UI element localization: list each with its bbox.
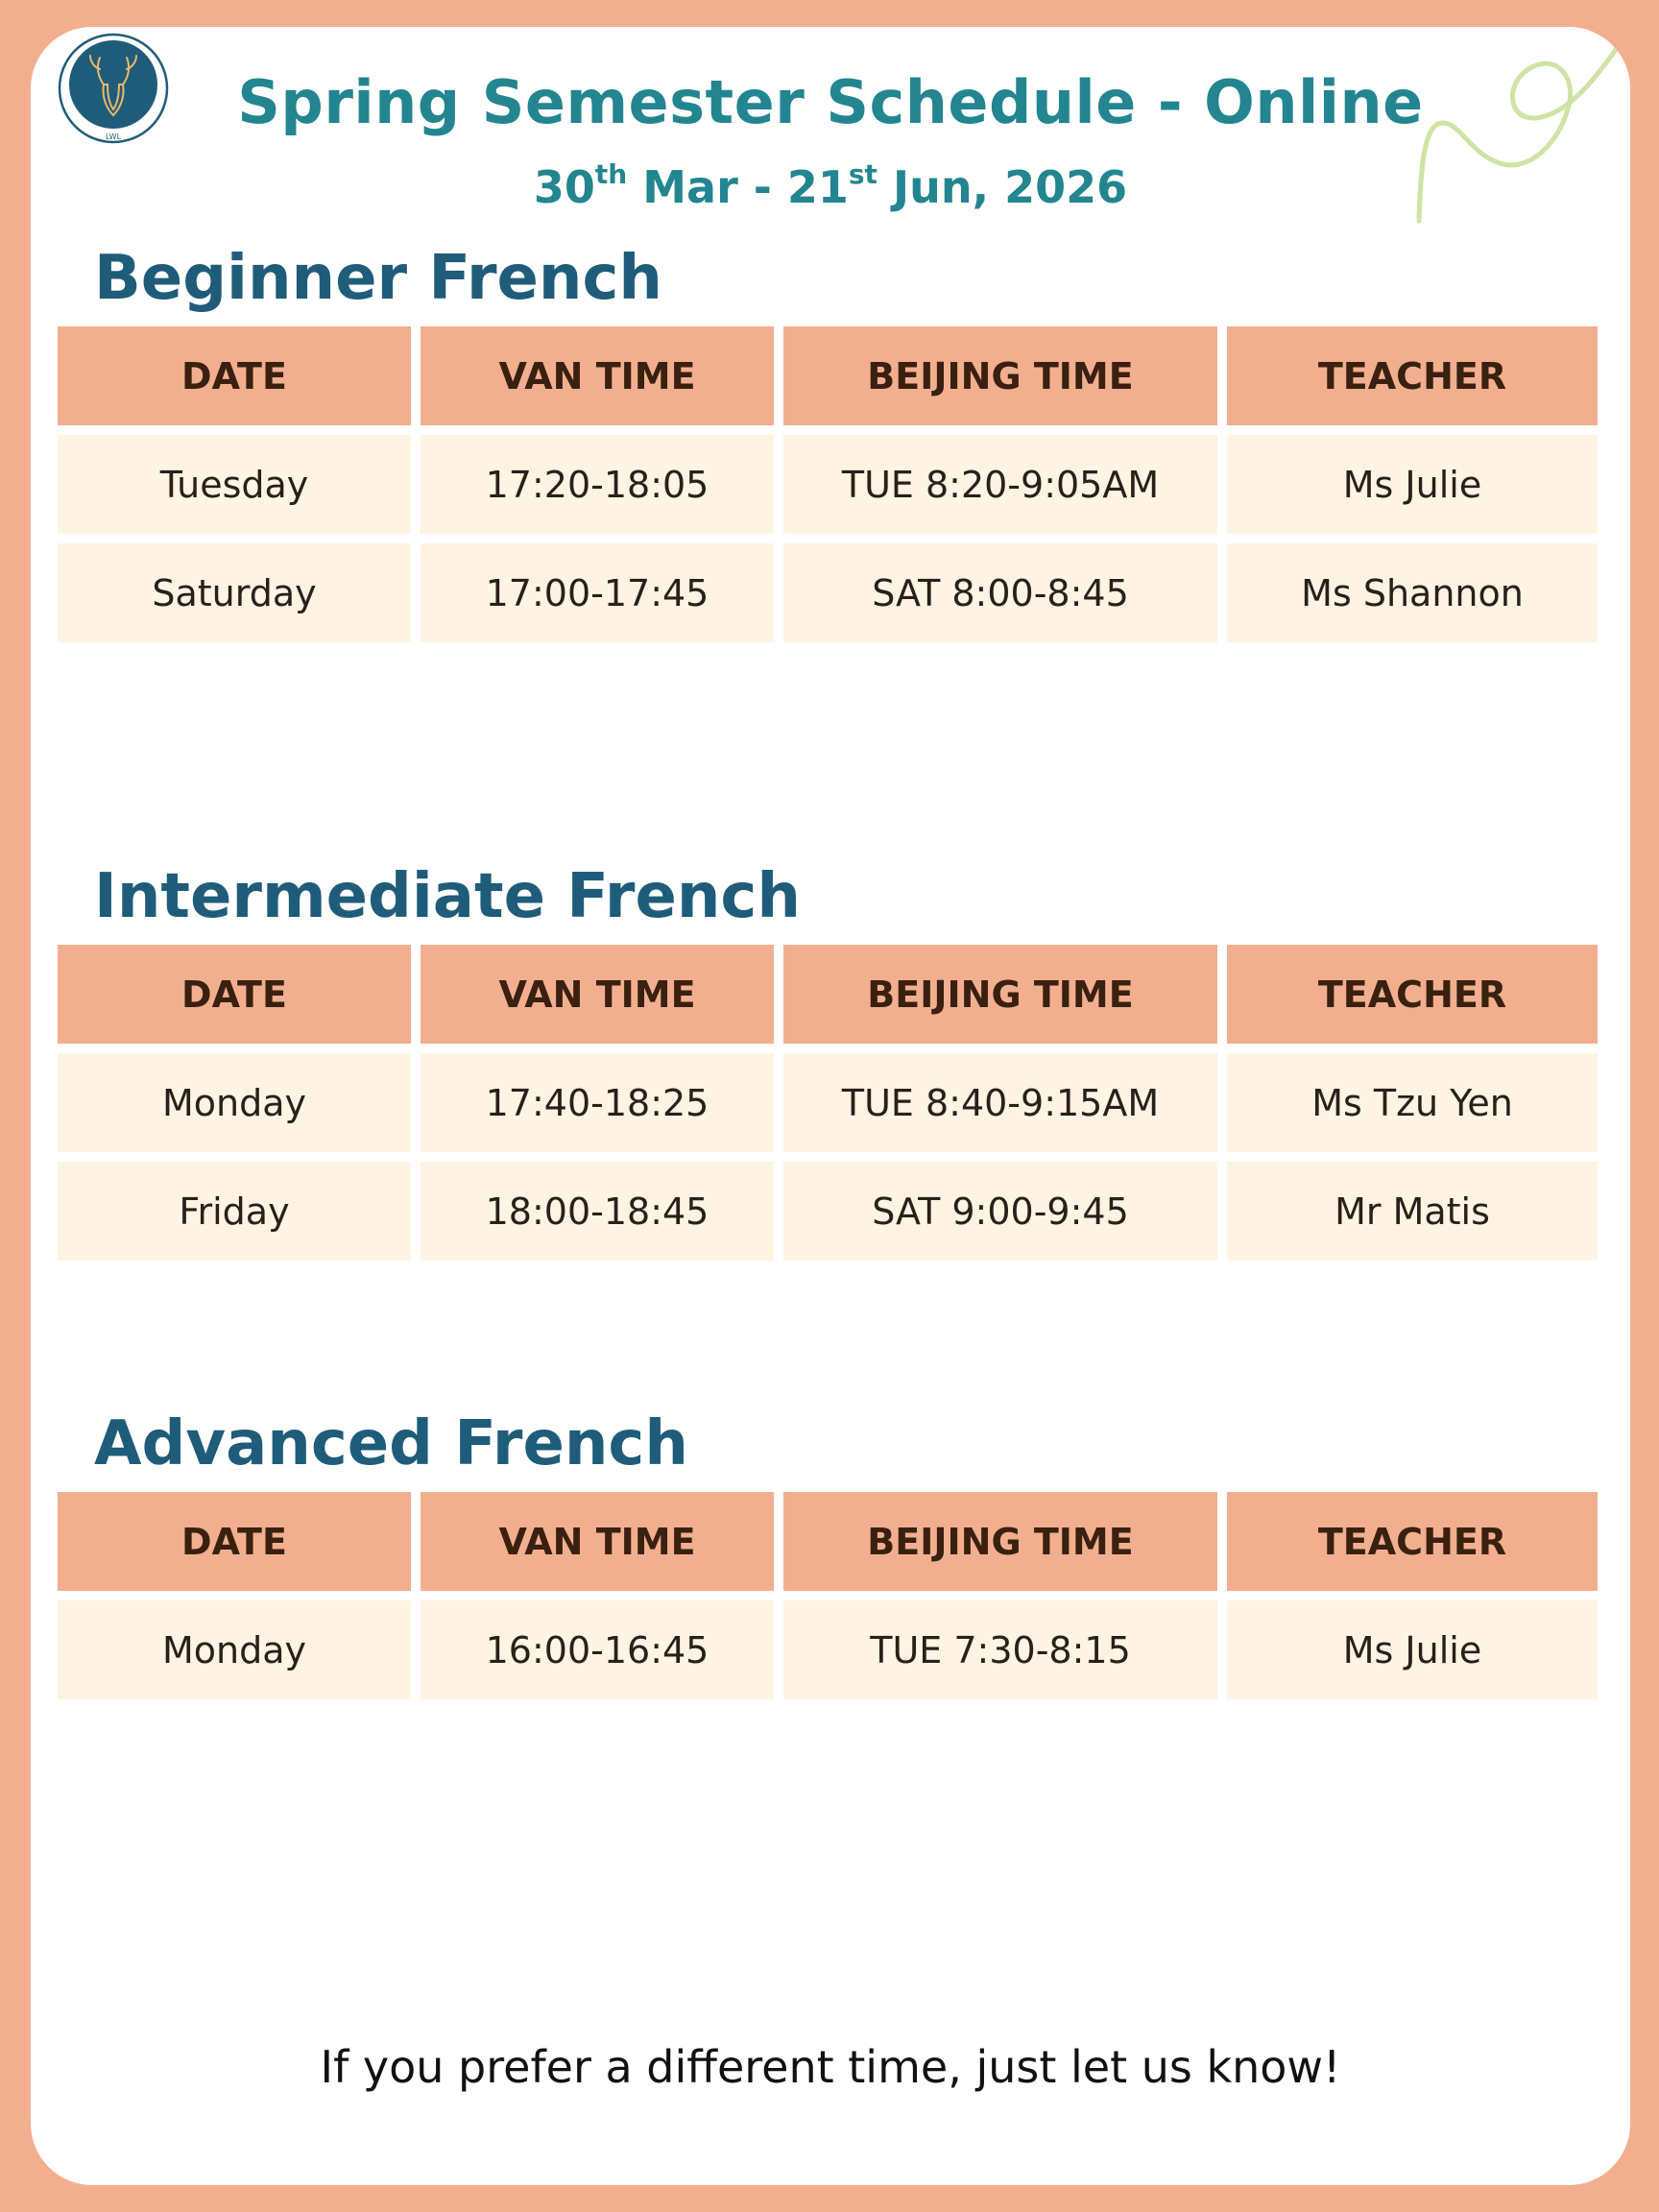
table-cell-beijing-time: TUE 7:30-8:15 — [783, 1600, 1217, 1699]
column-header-beijing-time: BEIJING TIME — [783, 326, 1217, 425]
table-cell-beijing-time: SAT 9:00-9:45 — [783, 1162, 1217, 1261]
table-cell-teacher: Mr Matis — [1227, 1162, 1598, 1261]
column-header-date: DATE — [58, 1492, 411, 1591]
table-cell-teacher: Ms Julie — [1227, 435, 1598, 534]
date-start-rest: Mar - 21 — [627, 161, 849, 213]
table-cell-beijing-time: TUE 8:40-9:15AM — [783, 1053, 1217, 1152]
schedule-card — [31, 27, 1630, 2185]
column-header-date: DATE — [58, 945, 411, 1044]
date-start-suffix: th — [594, 158, 628, 190]
table-cell-teacher: Ms Tzu Yen — [1227, 1053, 1598, 1152]
column-header-van-time: VAN TIME — [421, 1492, 774, 1591]
section-title: Advanced French — [94, 1408, 688, 1479]
page-title: Spring Semester Schedule - Online — [237, 67, 1424, 137]
table-cell-date: Tuesday — [58, 435, 411, 534]
table-cell-date: Monday — [58, 1053, 411, 1152]
table-cell-date: Saturday — [58, 543, 411, 642]
section-intermediate-french — [58, 858, 1598, 1261]
section-advanced-french — [58, 1406, 1598, 1699]
table-cell-beijing-time: TUE 8:20-9:05AM — [783, 435, 1217, 534]
section-title: Beginner French — [94, 243, 662, 314]
table-cell-beijing-time: SAT 8:00-8:45 — [783, 543, 1217, 642]
table-cell-van-time: 17:20-18:05 — [421, 435, 774, 534]
column-header-beijing-time: BEIJING TIME — [783, 1492, 1217, 1591]
table-cell-van-time: 17:40-18:25 — [421, 1053, 774, 1152]
table-cell-teacher: Ms Julie — [1227, 1600, 1598, 1699]
column-header-van-time: VAN TIME — [421, 945, 774, 1044]
schedule-table — [58, 945, 1598, 1261]
date-range — [31, 158, 1630, 213]
column-header-beijing-time: BEIJING TIME — [783, 945, 1217, 1044]
date-end-suffix: st — [848, 158, 878, 190]
logo-label: LWL — [105, 132, 122, 141]
column-header-teacher: TEACHER — [1227, 326, 1598, 425]
table-cell-teacher: Ms Shannon — [1227, 543, 1598, 642]
column-header-date: DATE — [58, 326, 411, 425]
column-header-teacher: TEACHER — [1227, 945, 1598, 1044]
date-start-day: 30 — [533, 161, 595, 213]
date-end-rest: Jun, 2026 — [877, 161, 1128, 213]
schedule-table — [58, 1492, 1598, 1699]
table-cell-date: Monday — [58, 1600, 411, 1699]
footer-note: If you prefer a different time, just let us know! — [320, 2041, 1341, 2093]
section-title: Intermediate French — [94, 861, 801, 932]
schedule-table — [58, 326, 1598, 642]
table-cell-van-time: 17:00-17:45 — [421, 543, 774, 642]
table-cell-van-time: 16:00-16:45 — [421, 1600, 774, 1699]
column-header-van-time: VAN TIME — [421, 326, 774, 425]
table-cell-date: Friday — [58, 1162, 411, 1261]
section-beginner-french — [58, 240, 1598, 642]
column-header-teacher: TEACHER — [1227, 1492, 1598, 1591]
table-cell-van-time: 18:00-18:45 — [421, 1162, 774, 1261]
